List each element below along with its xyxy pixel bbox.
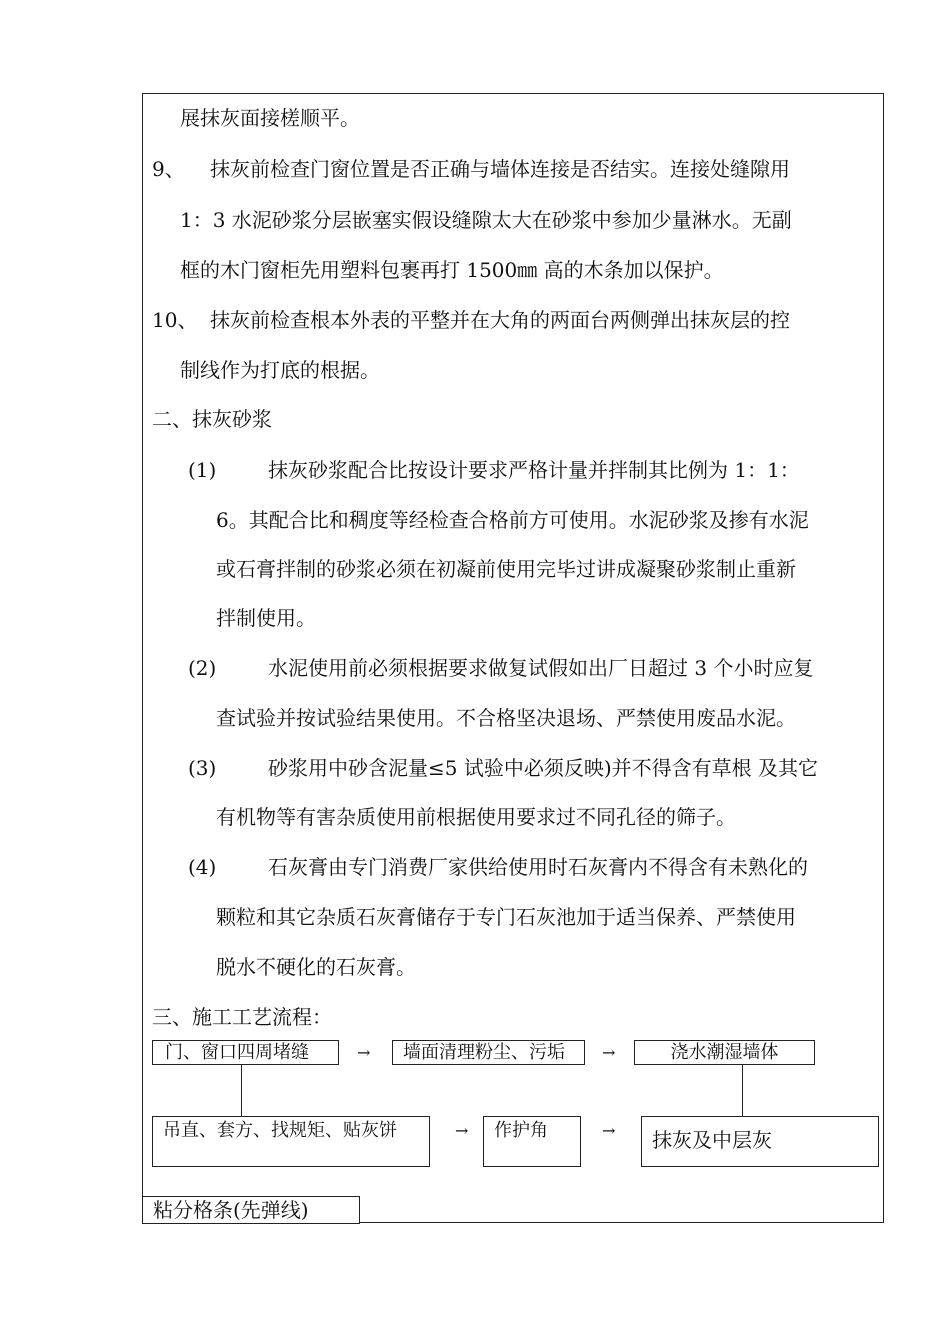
flow-step-corner-protection: 作护角 [483,1116,581,1167]
flow-arrow-1: → [357,1043,371,1062]
sub-item-1-line-4: 拌制使用。 [216,606,316,630]
sub-item-2-line-2: 查试验并按试验结果使用。不合格坚决退场、严禁使用废品水泥。 [216,706,796,730]
sub-item-4-line-1: 石灰膏由专门消费厂家供给使用时石灰膏内不得含有未熟化的 [268,855,808,879]
item-10-line-1: 抹灰前检查根本外表的平整并在大角的两面台两侧弹出抹灰层的控 [210,308,790,332]
flow-step-wet-wall: 浇水潮湿墙体 [634,1040,815,1065]
sub-item-1-number: (1) [188,458,217,482]
item-9-line-3: 框的木门窗柜先用塑料包裹再打 1500㎜ 高的木条加以保护。 [180,258,724,282]
flow-step-plaster-middle-layer: 抹灰及中层灰 [641,1116,879,1167]
sub-item-1-line-1: 抹灰砂浆配合比按设计要求严格计量并拌制其比例为 1：1： [268,458,800,482]
sub-item-3-line-2: 有机物等有害杂质使用前根据使用要求过不同孔径的筛子。 [216,805,736,829]
flow-arrow-2: → [602,1043,616,1062]
flow-step-seal-door-window: 门、窗口四周堵缝 [152,1040,339,1065]
item-9-line-1: 抹灰前检查门窗位置是否正确与墙体连接是否结实。连接处缝隙用 [210,157,790,181]
item-10-line-2: 制线作为打底的根据。 [180,358,380,382]
flow-connector-left [241,1064,242,1116]
sub-item-1-line-3: 或石膏拌制的砂浆必须在初凝前使用完毕过讲成凝聚砂浆制止重新 [216,557,796,581]
sub-item-2-number: (2) [188,656,217,680]
sub-item-3-number: (3) [188,756,217,780]
sub-item-4-line-3: 脱水不硬化的石灰膏。 [216,955,416,979]
sub-item-4-number: (4) [188,855,217,879]
flow-arrow-4: → [602,1121,616,1140]
section-heading-mortar: 二、抹灰砂浆 [152,407,272,431]
flow-arrow-3: → [455,1121,469,1140]
section-heading-process-flow: 三、施工工艺流程： [152,1005,332,1029]
sub-item-1-line-2: 6。其配合比和稠度等经检查合格前方可使用。水泥砂浆及掺有水泥 [216,508,809,532]
continuation-text: 展抹灰面接槎顺平。 [180,106,360,130]
item-9-line-2: 1：3 水泥砂浆分层嵌塞实假设缝隙太大在砂浆中参加少量淋水。无副 [180,208,792,232]
flow-step-divider-strip: 粘分格条(先弹线) [142,1196,360,1224]
item-9-number: 9、 [152,157,185,181]
flow-connector-right [742,1064,743,1116]
sub-item-4-line-2: 颗粒和其它杂质石灰膏储存于专门石灰池加于适当保养、严禁使用 [216,905,796,929]
sub-item-2-line-1: 水泥使用前必须根据要求做复试假如出厂日超过 3 个小时应复 [268,656,814,680]
flow-step-clean-wall: 墙面清理粉尘、污垢 [392,1040,585,1065]
flow-step-plumb-square: 吊直、套方、找规矩、贴灰饼 [152,1116,430,1167]
sub-item-3-line-1: 砂浆用中砂含泥量≤5 试验中必须反映)并不得含有草根 及其它 [268,756,818,780]
item-10-number: 10、 [152,308,198,332]
